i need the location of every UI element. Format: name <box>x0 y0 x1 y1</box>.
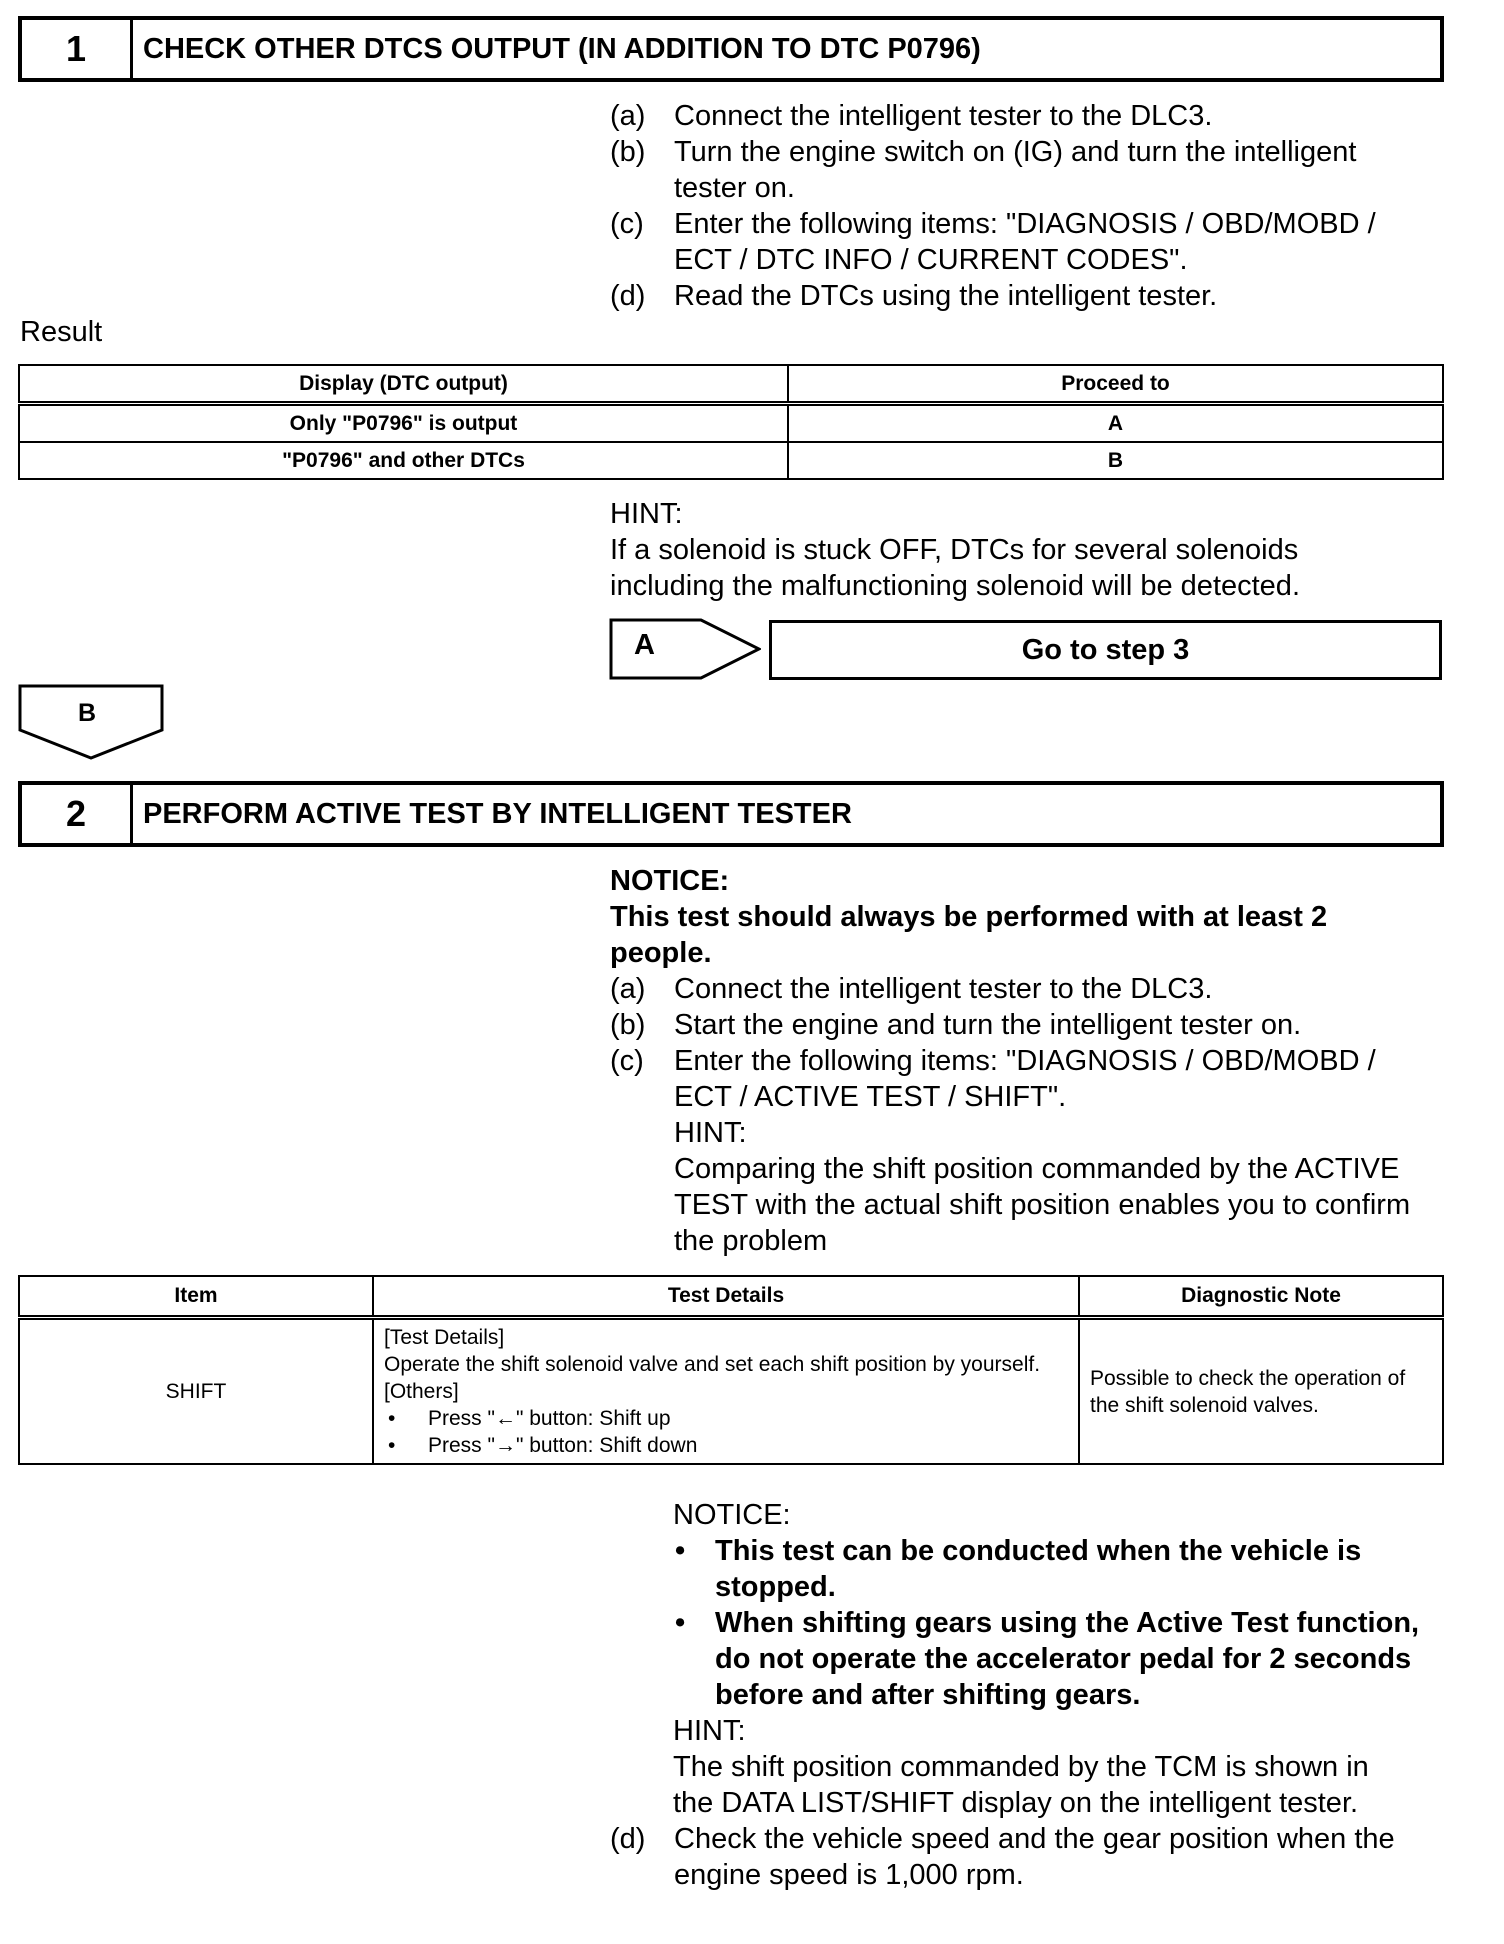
hint-label: HINT: <box>673 1715 746 1747</box>
step-1-instructions <box>610 98 1450 314</box>
table-row <box>19 442 1443 479</box>
others-heading: [Others] <box>384 1380 459 1403</box>
table-cell: A <box>788 404 1443 443</box>
result-table <box>18 364 1444 480</box>
notice-text: This test should always be performed with at least 2 people. <box>610 901 1328 969</box>
step-2-instructions <box>610 971 1450 1259</box>
table-header-row <box>19 1276 1443 1318</box>
active-test-table <box>18 1275 1444 1465</box>
go-to-step-3-box: Go to step 3 <box>769 620 1442 680</box>
notice-label: NOTICE: <box>673 1499 791 1531</box>
hint-label: HINT: <box>610 498 683 530</box>
list-item <box>610 206 1450 278</box>
step-1-header <box>18 16 1444 82</box>
table-cell: B <box>788 442 1443 479</box>
bullet-item: • When shifting gears using the Active Test function, do not operate the accelerator pedal for 2 seconds before and after shifting gears. <box>673 1605 1453 1713</box>
list-item <box>610 134 1450 206</box>
list-item <box>610 971 1450 1007</box>
table-row <box>19 404 1443 443</box>
item-text-main: Enter the following items: "DIAGNOSIS / OBD/MOBD / ECT / ACTIVE TEST / SHIFT". <box>674 1045 1376 1113</box>
bullet-text: This test can be conducted when the vehicle is stopped. <box>715 1535 1362 1603</box>
column-header: Test Details <box>373 1276 1079 1318</box>
bullet-item: • Press "→" button: Shift down <box>388 1434 698 1457</box>
step-title: PERFORM ACTIVE TEST BY INTELLIGENT TESTER <box>143 797 852 830</box>
column-header: Proceed to <box>788 365 1443 404</box>
step-number: 2 <box>22 785 133 843</box>
item-label: (b) <box>610 1009 646 1041</box>
table-cell: Only "P0796" is output <box>19 404 788 443</box>
bullet-item: • This test can be conducted when the vehicle is stopped. <box>673 1533 1453 1605</box>
notice-block <box>610 863 1400 971</box>
hint-block <box>610 496 1390 604</box>
table-cell-details <box>373 1318 1079 1465</box>
hint-label: HINT: <box>674 1117 747 1149</box>
details-heading: [Test Details] <box>384 1326 505 1349</box>
branch-a-arrow-icon <box>609 618 761 680</box>
list-item <box>610 278 1450 314</box>
list-item <box>610 1007 1450 1043</box>
list-item <box>610 1043 1450 1259</box>
bullet-text: Press "←" button: Shift up <box>428 1407 671 1430</box>
bullet-item: • Press "←" button: Shift up <box>388 1407 671 1430</box>
list-item <box>610 1821 1450 1893</box>
branch-b-label: B <box>78 699 97 727</box>
table-header-row <box>19 365 1443 404</box>
item-text <box>674 1043 1419 1259</box>
item-label: (d) <box>610 280 646 312</box>
item-text: Enter the following items: "DIAGNOSIS / OBD/MOBD / ECT / DTC INFO / CURRENT CODES". <box>674 208 1376 276</box>
step-2-header <box>18 781 1444 847</box>
column-header: Diagnostic Note <box>1079 1276 1443 1318</box>
list-item <box>610 98 1450 134</box>
branch-a-label: A <box>634 629 655 661</box>
item-label: (c) <box>610 1045 644 1077</box>
column-header: Display (DTC output) <box>19 365 788 404</box>
item-text: Turn the engine switch on (IG) and turn the intelligent tester on. <box>674 136 1357 204</box>
hint-text: Comparing the shift position commanded by the ACTIVE TEST with the actual shift position enables you to confirm the problem <box>674 1153 1411 1257</box>
bullet-text: Press "→" button: Shift down <box>428 1434 698 1457</box>
table-cell: "P0796" and other DTCs <box>19 442 788 479</box>
step-number: 1 <box>22 20 133 78</box>
item-text: Start the engine and turn the intelligent tester on. <box>674 1009 1302 1041</box>
item-text: Check the vehicle speed and the gear position when the engine speed is 1,000 rpm. <box>674 1823 1395 1891</box>
hint-text: The shift position commanded by the TCM is shown in the DATA LIST/SHIFT display on the intelligent tester. <box>673 1751 1369 1819</box>
item-label: (d) <box>610 1823 646 1855</box>
table-cell-item: SHIFT <box>19 1318 373 1465</box>
notice-2-block <box>673 1497 1453 1821</box>
column-header: Item <box>19 1276 373 1318</box>
bullet-text: When shifting gears using the Active Test function, do not operate the accelerator pedal for 2 seconds before and after shifting gears. <box>715 1607 1420 1711</box>
notice-bullets <box>673 1533 1453 1713</box>
step-2-instruction-d <box>610 1821 1450 1893</box>
table-row <box>19 1318 1443 1465</box>
item-label: (b) <box>610 136 646 168</box>
item-label: (a) <box>610 973 646 1005</box>
item-text: Connect the intelligent tester to the DLC3. <box>674 973 1213 1005</box>
item-label: (a) <box>610 100 646 132</box>
item-text: Connect the intelligent tester to the DLC3. <box>674 100 1213 132</box>
table-cell-note: Possible to check the operation of the shift solenoid valves. <box>1079 1318 1443 1465</box>
details-text: Operate the shift solenoid valve and set each shift position by yourself. <box>384 1353 1041 1376</box>
step-title: CHECK OTHER DTCS OUTPUT (IN ADDITION TO DTC P0796) <box>143 32 981 65</box>
item-label: (c) <box>610 208 644 240</box>
item-text: Read the DTCs using the intelligent tester. <box>674 280 1218 312</box>
notice-label: NOTICE: <box>610 865 730 897</box>
result-label: Result <box>20 316 103 348</box>
hint-text: If a solenoid is stuck OFF, DTCs for several solenoids including the malfunctioning solenoid will be detected. <box>610 534 1300 602</box>
